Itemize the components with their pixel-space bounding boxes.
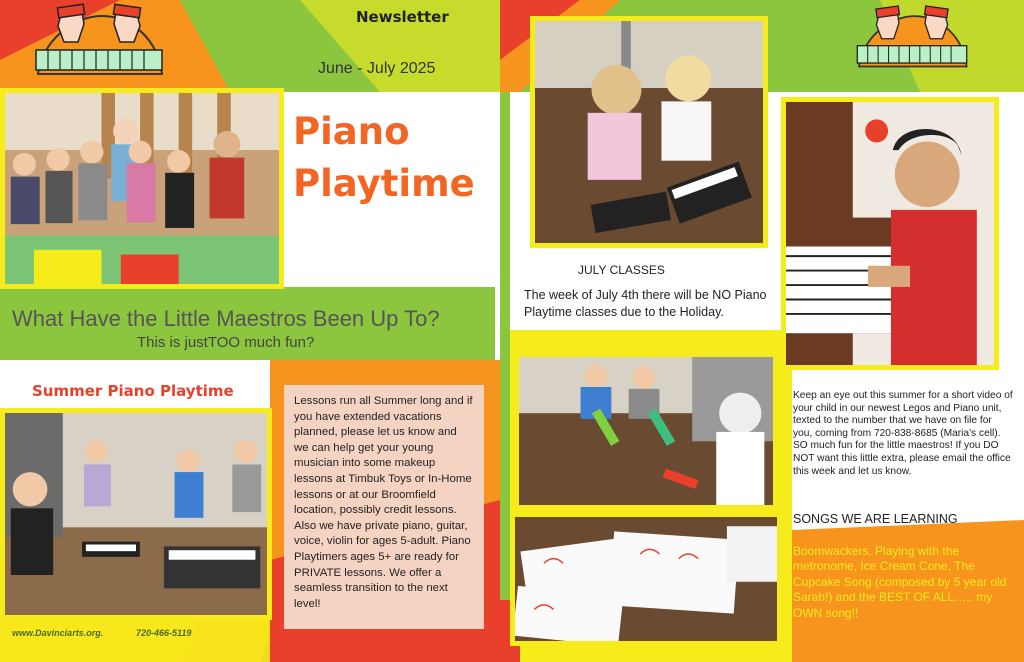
website-link[interactable]: www.Davinciarts.org. [12,628,104,638]
two-girls-photo [530,16,768,248]
summer-title: Summer Piano Playtime [32,382,234,400]
songs-heading: SONGS WE ARE LEARNING [793,512,958,526]
title-line-1: Piano [293,110,410,153]
music-notebooks-photo [510,512,782,646]
kids-keyboards-photo [0,408,272,620]
piano-hands-logo [32,2,166,78]
group-photo [0,88,284,289]
date-range: June - July 2025 [318,60,436,77]
songs-text: Boomwackers, Playing with the metronome, Ice Cream Cone, The Cupcake Song (composed by 5 year old Sarah!) and the BEST OF ALL….. my OWN song!! [793,544,1007,620]
video-text: Keep an eye out this summer for a short video of your child in our newest Legos and Piano unit, texted to the number that we have on file for you, coming from 720-838-8685 (Maria's cell). SO much fun for the little maestros! If you DO NOT want this little extra, please email the office this week and let us know. [793,390,1013,477]
title-line-2: Playtime [293,162,475,205]
section-headline: What Have the Little Maestros Been Up To? [12,306,440,331]
section-subheadline: This is justTOO much fun? [137,334,315,351]
july-heading: JULY CLASSES [578,263,665,277]
lessons-text: Lessons run all Summer long and if you have extended vacations planned, please let us know and we can help get your young musician into some makeup lessons at Timbuk Toys or In-Home lessons or at our Broomfield location, possibly credit lessons. Also we have private piano, guitar, voice, violin for ages 5-adult. Piano Playtimers ages 5+ are ready for PRIVATE lessons. We offer a seamless transition to the next level! [294,395,473,610]
lessons-box [284,385,484,629]
right-page [500,0,1024,662]
phone-number: 720-466-5119 [136,628,192,638]
boy-piano-photo [781,97,999,370]
july-text: The week of July 4th there will be NO Piano Playtime classes due to the Holiday. [524,288,767,319]
boomwhackers-photo [514,352,778,510]
newsletter-label: Newsletter [356,8,449,26]
piano-hands-logo-right [853,4,971,70]
left-page [0,0,500,662]
